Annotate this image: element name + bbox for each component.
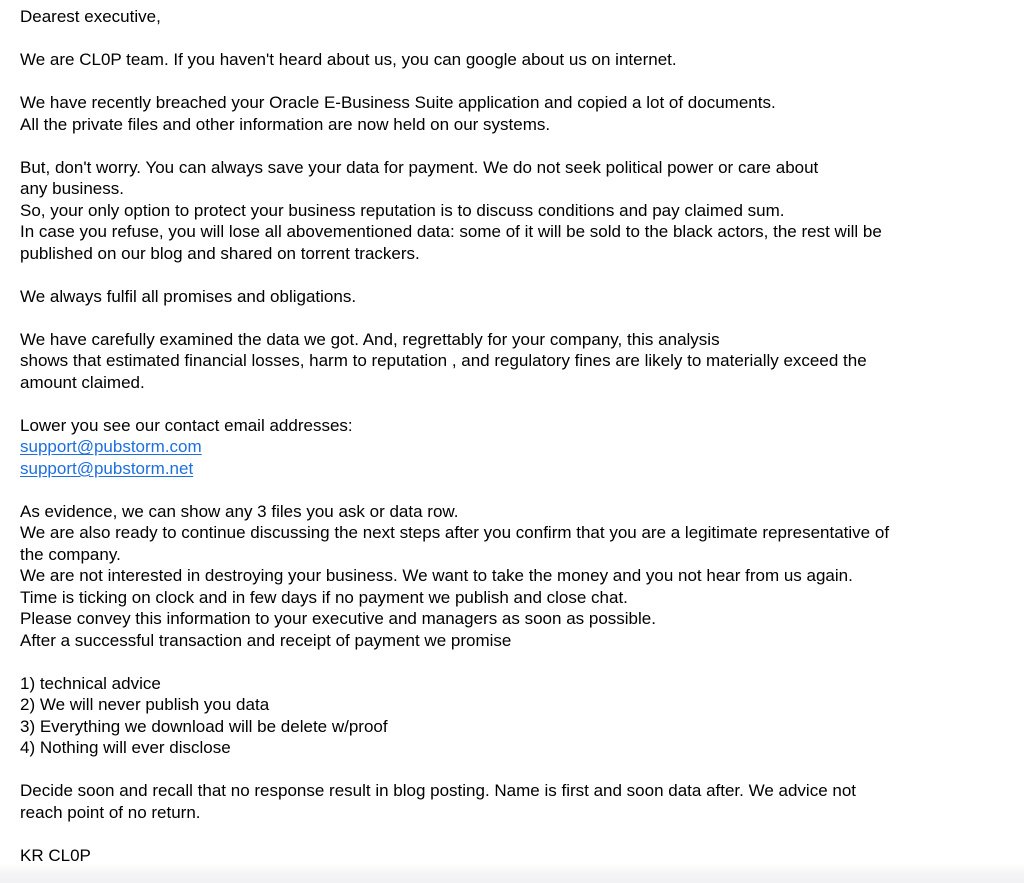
email-link-pubstorm-net[interactable]: support@pubstorm.net bbox=[20, 458, 194, 478]
promise-list-item-2: 2) We will never publish you data bbox=[20, 695, 270, 714]
signature-paragraph bbox=[20, 845, 1006, 867]
demand-line-4: In case you refuse, you will lose all abovementioned data: some of it will be sold to the black actors, the rest will be bbox=[20, 222, 882, 241]
intro-paragraph bbox=[20, 49, 1006, 71]
promise-list-item-4: 4) Nothing will ever disclose bbox=[20, 738, 231, 757]
analysis-paragraph bbox=[20, 329, 1006, 394]
analysis-line-3: amount claimed. bbox=[20, 372, 145, 392]
warning-line-1: Decide soon and recall that no response result in blog posting. Name is first and soon data after. We advice not bbox=[20, 781, 857, 800]
greeting-paragraph bbox=[20, 6, 1006, 28]
evidence-line-6: Please convey this information to your executive and managers as soon as possible. bbox=[20, 609, 656, 628]
contact-paragraph bbox=[20, 415, 1006, 480]
warning-line-2: reach point of no return. bbox=[20, 802, 201, 822]
warning-paragraph bbox=[20, 780, 1006, 823]
contact-intro-line: Lower you see our contact email addresses: bbox=[20, 415, 353, 435]
evidence-line-2: We are also ready to continue discussing the next steps after you confirm that you are a legitimate representative of bbox=[20, 523, 890, 542]
evidence-line-5: Time is ticking on clock and in few days if no payment we publish and close chat. bbox=[20, 587, 628, 607]
signature-line: KR CL0P bbox=[20, 845, 91, 865]
promise-paragraph bbox=[20, 286, 1006, 308]
greeting-line: Dearest executive, bbox=[20, 7, 161, 26]
demand-line-5: published on our blog and shared on torrent trackers. bbox=[20, 243, 420, 263]
promise-list-item-1: 1) technical advice bbox=[20, 673, 161, 693]
demand-line-3: So, your only option to protect your business reputation is to discuss conditions and pay claimed sum. bbox=[20, 200, 785, 220]
evidence-line-1: As evidence, we can show any 3 files you ask or data row. bbox=[20, 501, 459, 521]
breach-paragraph bbox=[20, 92, 1006, 135]
intro-line: We are CL0P team. If you haven't heard about us, you can google about us on internet. bbox=[20, 50, 677, 69]
demand-line-1: But, don't worry. You can always save your data for payment. We do not seek political power or care about bbox=[20, 157, 819, 177]
breach-line-2: All the private files and other information are now held on our systems. bbox=[20, 114, 551, 134]
evidence-paragraph bbox=[20, 501, 1006, 652]
evidence-line-3: the company. bbox=[20, 544, 121, 564]
evidence-line-7: After a successful transaction and receipt of payment we promise bbox=[20, 630, 512, 650]
window-bottom-edge bbox=[0, 864, 1024, 883]
email-link-pubstorm-com[interactable]: support@pubstorm.com bbox=[20, 437, 202, 456]
promise-list-item-3: 3) Everything we download will be delete w/proof bbox=[20, 716, 388, 736]
breach-line-1: We have recently breached your Oracle E-Business Suite application and copied a lot of documents. bbox=[20, 93, 776, 112]
promise-line: We always fulfil all promises and obligations. bbox=[20, 286, 357, 306]
promise-list bbox=[20, 673, 1006, 759]
analysis-line-1: We have carefully examined the data we got. And, regrettably for your company, this analysis bbox=[20, 329, 720, 349]
evidence-line-4: We are not interested in destroying your business. We want to take the money and you not hear from us again. bbox=[20, 566, 853, 585]
analysis-line-2: shows that estimated financial losses, harm to reputation , and regulatory fines are likely to materially exceed the bbox=[20, 351, 867, 370]
demand-paragraph bbox=[20, 157, 1006, 265]
demand-line-2: any business. bbox=[20, 179, 124, 198]
